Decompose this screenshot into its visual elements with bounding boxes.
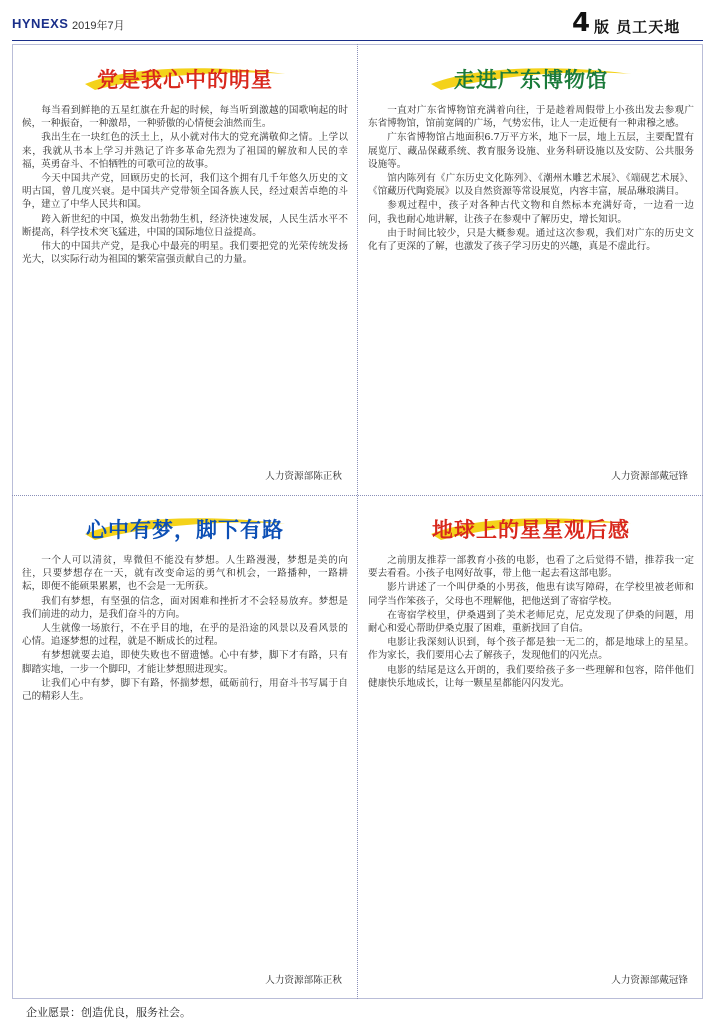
paragraph: 影片讲述了一个叫伊桑的小男孩，他患有读写障碍，在学校里被老师和同学当作笨孩子，父母也不理解他，把他送到了寄宿学校。 <box>368 582 694 607</box>
article-body <box>22 104 348 466</box>
paragraph: 每当看到鲜艳的五星红旗在升起的时候，每当听到激越的国歌响起的时候，一种振奋，一种激昂，一种骄傲的心情便会油然而生。 <box>22 105 348 130</box>
paragraph: 广东省博物馆占地面积6.7万平方米，地下一层，地上五层，主要配置有展览厅、藏品保藏系统、教育服务设施、业务科研设施以及安防、公共服务设施等。 <box>368 132 694 170</box>
issue-date: 2019年7月 <box>72 20 125 32</box>
paragraph: 由于时间比较少，只是大概参观。通过这次参观，我们对广东的历史文化有了更深的了解，也激发了孩子学习历史的兴趣，真是不虚此行。 <box>368 227 694 253</box>
article-title: 走进广东博物馆 <box>454 68 608 92</box>
row-divider <box>12 495 703 496</box>
paragraph: 让我们心中有梦，脚下有路，怀揣梦想，砥砺前行，用奋斗书写属于自己的精彩人生。 <box>22 677 348 703</box>
article-heading-area <box>22 502 348 554</box>
page-footer-slogan: 企业愿景：创造优良，服务社会。 <box>26 1006 191 1019</box>
article-title: 地球上的星星观后感 <box>432 518 630 542</box>
column-divider <box>357 44 358 999</box>
article-title: 党是我心中的明星 <box>97 68 273 92</box>
article-title: 心中有梦，脚下有路 <box>86 518 284 542</box>
article-body <box>368 554 694 970</box>
paragraph: 一直对广东省博物馆充满着向往，于是趁着周假带上小孩出发去参观广东省博物馆，馆前宽阔的广场，气势宏伟，让人一走近便有一种肃穆之感。 <box>368 105 694 130</box>
article-byline: 人力资源部陈正秋 <box>265 471 342 482</box>
article-body <box>368 104 694 466</box>
article-byline: 人力资源部戴冠锋 <box>611 471 688 482</box>
paragraph: 馆内陈列有《广东历史文化陈列》、《潮州木雕艺术展》、《端砚艺术展》、《馆藏历代陶瓷展》以及自然资源等常设展览，内容丰富，展品琳琅满目。 <box>368 173 694 198</box>
paragraph: 我出生在一块红色的沃土上，从小就对伟大的党充满敬仰之情。上学以来，我就从书本上学习并熟记了许多革命先烈为了祖国的解放和人民的幸福，英勇奋斗、不怕牺牲的可歌可泣的故事。 <box>22 132 348 170</box>
paragraph: 之前朋友推荐一部教育小孩的电影，也看了之后觉得不错，推荐我一定要去看看。小孩子电网好故事，带上他一起去看这部电影。 <box>368 555 694 580</box>
company-logo: HYNEXS <box>12 16 69 31</box>
paragraph: 伟大的中国共产党，是我心中最亮的明星。我们要把党的光荣传统发扬光大，以实际行动为祖国的繁荣富强贡献自己的力量。 <box>22 241 348 266</box>
article-heading-area <box>368 52 694 104</box>
article-byline: 人力资源部戴冠锋 <box>611 975 688 986</box>
paragraph: 电影的结尾是这么开朗的，我们要给孩子多一些理解和包容，陪伴他们健康快乐地成长，让每一颗星星都能闪闪发光。 <box>368 664 694 689</box>
paragraph: 电影让我深刻认识到，每个孩子都是独一无二的，都是地球上的星星。作为家长，我们要用心去了解孩子，发现他们的闪光点。 <box>368 637 694 662</box>
page-number: 4 <box>572 8 591 38</box>
paragraph: 参观过程中，孩子对各种古代文物和自然标本充满好奇，一边看一边问，我也耐心地讲解，让孩子在参观中了解历史，增长知识。 <box>368 200 694 225</box>
article-party-star <box>22 52 348 490</box>
header-rule <box>12 40 703 41</box>
article-byline: 人力资源部陈正秋 <box>265 975 342 986</box>
paragraph: 人生就像一场旅行，不在乎目的地，在乎的是沿途的风景以及看风景的心情。追逐梦想的过程，就是不断成长的过程。 <box>22 623 348 648</box>
paragraph: 一个人可以清贫，卑微但不能没有梦想。人生路漫漫，梦想是美的向往，只要梦想存在一天，就有改变命运的勇气和机会，一路播种，一路耕耘，即便不能硕果累累，也不会是一无所获。 <box>22 555 348 593</box>
article-stars-on-earth <box>368 502 694 994</box>
article-heading-area <box>368 502 694 554</box>
page-section-title: 版 员工天地 <box>594 18 681 36</box>
page-header <box>0 0 715 44</box>
paragraph: 我们有梦想，有坚强的信念，面对困难和挫折才不会轻易放弃。梦想是我们前进的动力，是我们奋斗的方向。 <box>22 595 348 620</box>
paragraph: 在寄宿学校里，伊桑遇到了美术老师尼克，尼克发现了伊桑的问题，用耐心和爱心帮助伊桑克服了困难，重新找回了自信。 <box>368 609 694 635</box>
article-guangdong-museum <box>368 52 694 490</box>
article-body <box>22 554 348 970</box>
article-dream-road <box>22 502 348 994</box>
paragraph: 跨入新世纪的中国，焕发出勃勃生机，经济快速发展，人民生活水平不断提高，科学技术突飞猛进，中国的国际地位日益提高。 <box>22 213 348 238</box>
article-heading-area <box>22 52 348 104</box>
paragraph: 有梦想就要去追，即使失败也不留遗憾。心中有梦，脚下才有路，只有脚踏实地，一步一个脚印，才能让梦想照进现实。 <box>22 650 348 675</box>
paragraph: 今天中国共产党，回顾历史的长河，我们这个拥有几千年悠久历史的文明古国，曾几度兴衰。是中国共产党带领全国各族人民，经过艰苦卓绝的斗争，建立了中华人民共和国。 <box>22 173 348 211</box>
